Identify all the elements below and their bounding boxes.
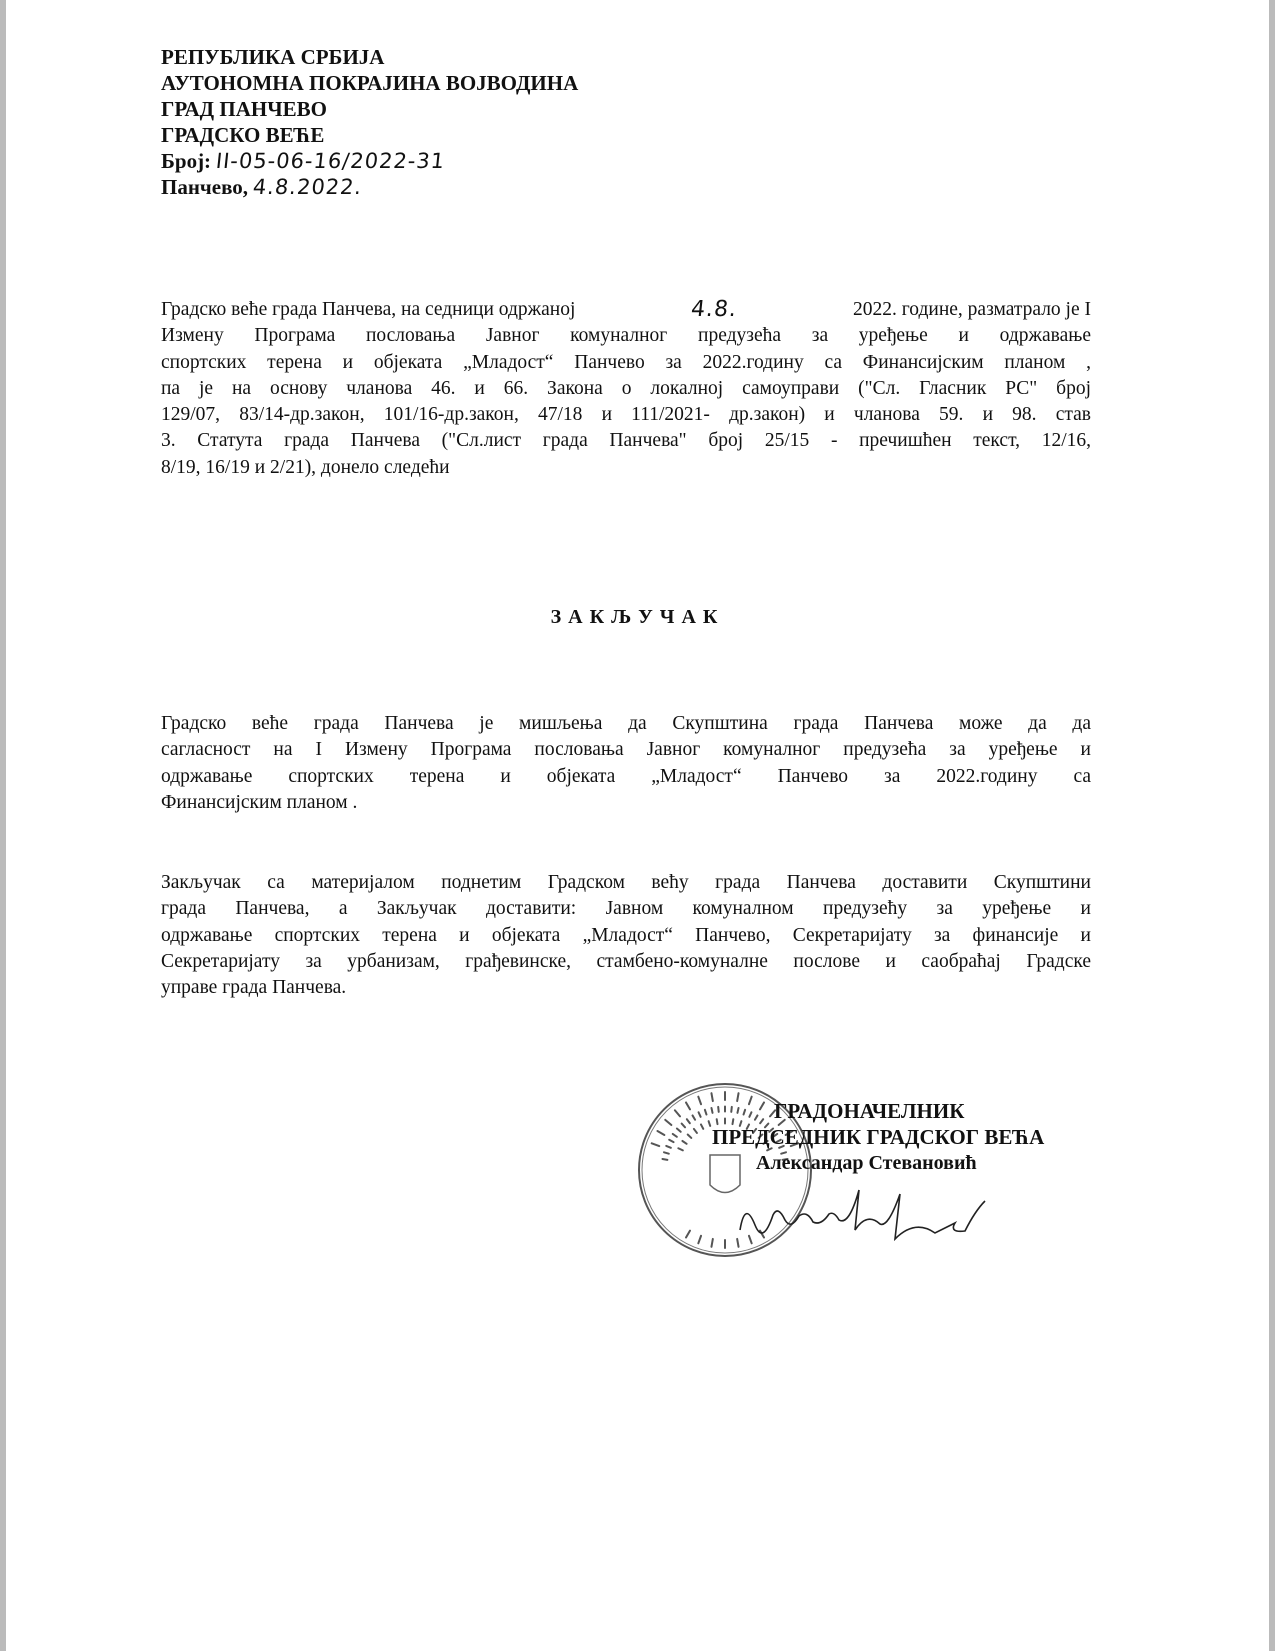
stamp-letter-mark	[698, 1236, 701, 1244]
conclusion-line: одржавање спортских терена и објеката „Младост“ Панчево за 2022.годину са	[161, 765, 1091, 787]
stamp-letter-mark	[673, 1134, 677, 1137]
stamp-letter-mark	[749, 1097, 752, 1105]
header-line: ГРАДСКО ВЕЋЕ	[161, 123, 325, 147]
place-label: Панчево,	[161, 175, 249, 199]
intro-line: па је на основу чланова 46. и 66. Закона о локалној самоуправи ("Сл. Гласник РС" број	[161, 377, 1091, 399]
delivery-line: града Панчева, а Закључак доставити: Јавном комуналном предузећу за уређење и	[161, 898, 1091, 920]
stamp-letter-mark	[686, 1102, 690, 1109]
header-line: ГРАД ПАНЧЕВО	[161, 97, 327, 121]
intro-text: 2022. године, разматрало је I	[853, 299, 1091, 320]
stamp-letter-mark	[709, 1121, 711, 1126]
stamp-letter-mark	[705, 1110, 707, 1115]
stamp-letter-mark	[737, 1093, 738, 1101]
scan-edge-left	[0, 0, 6, 1651]
stamp-letter-mark	[760, 1119, 763, 1123]
conclusion-paragraph	[161, 711, 1091, 816]
stamp-letter-mark	[686, 1231, 690, 1238]
stamp-letter-mark	[698, 1097, 701, 1105]
number-handwritten: II-05-06-16/2022-31	[215, 149, 447, 173]
stamp-letter-mark	[711, 1108, 712, 1113]
stamp-letter-mark	[666, 1146, 671, 1148]
stamp-letter-mark	[749, 1112, 751, 1117]
stamp-letter-mark	[675, 1110, 680, 1116]
header-line: АУТОНОМНА ПОКРАЈИНА ВОЈВОДИНА	[161, 71, 579, 95]
stamp-letter-mark	[688, 1135, 692, 1138]
stamp-letter-mark	[678, 1148, 683, 1150]
date-handwritten: 4.8.2022.	[252, 175, 364, 199]
stamp-letter-mark	[682, 1124, 685, 1128]
delivery-line: Секретаријату за урбанизам, грађевинске, стамбено-комуналне послове и саобраћај Градске	[161, 950, 1091, 972]
document-place-date	[161, 174, 578, 200]
document-header	[161, 44, 578, 200]
delivery-paragraph	[161, 870, 1091, 1001]
number-label: Број:	[161, 149, 212, 173]
signatory-name: Александар Стевановић	[756, 1152, 977, 1174]
stamp-letter-mark	[711, 1239, 712, 1247]
stamp-letter-mark	[731, 1107, 732, 1112]
stamp-letter-mark	[718, 1107, 719, 1112]
stamp-letter-mark	[755, 1115, 758, 1119]
stamp-letter-mark	[669, 1140, 673, 1142]
delivery-line: Закључак са материјалом поднетим Градском већу града Панчева доставити Скупштини	[161, 872, 1091, 893]
stamp-letter-mark	[682, 1141, 686, 1144]
stamp-letter-mark	[760, 1102, 764, 1109]
stamp-letter-mark	[693, 1115, 696, 1119]
stamp-letter-mark	[664, 1152, 669, 1153]
intro-line: спортских терена и објеката „Младост“ Панчево за 2022.годину са Финансијским планом ,	[161, 351, 1091, 373]
stamp-letter-mark	[744, 1110, 746, 1115]
conclusion-line: сагласност на I Измену Програма пословања Јавног комуналног предузећа за уређење и	[161, 739, 1091, 761]
intro-line: 129/07, 83/14-др.закон, 101/16-др.закон, 47/18 и 111/2021- др.закон) и чланова 59. и 98. став	[161, 404, 1091, 426]
intro-paragraph	[161, 297, 1091, 481]
intro-line: 8/19, 16/19 и 2/21), донело следећи	[161, 456, 450, 478]
delivery-line: одржавање спортских терена и објеката „Младост“ Панчево, Секретаријату за финансије и	[161, 924, 1091, 946]
intro-text: Градско веће града Панчева, на седници одржаној	[161, 299, 576, 320]
signature-title-mayor: ГРАДОНАЧЕЛНИК	[774, 1099, 965, 1123]
stamp-letter-mark	[701, 1124, 703, 1128]
stamp-letter-mark	[737, 1108, 738, 1113]
stamp-letter-mark	[652, 1143, 660, 1146]
stamp-letter-mark	[687, 1119, 690, 1123]
stamp-letter-mark	[711, 1093, 712, 1101]
header-line: РЕПУБЛИКА СРБИЈА	[161, 45, 385, 69]
delivery-line: управе града Панчева.	[161, 977, 347, 999]
document-number	[161, 148, 578, 174]
scan-edge-right	[1269, 0, 1275, 1651]
stamp-letter-mark	[657, 1131, 664, 1135]
meeting-date-handwritten: 4.8.	[689, 297, 739, 322]
stamp-letter-mark	[662, 1159, 667, 1160]
intro-line: Измену Програма пословања Јавног комуналног предузећа за уређење и одржавање	[161, 325, 1091, 347]
conclusion-line: Финансијским планом .	[161, 791, 358, 813]
stamp-letter-mark	[699, 1112, 701, 1117]
signature-title-president: ПРЕДСЕДНИК ГРАДСКОГ ВЕЋА	[712, 1125, 1045, 1149]
handwritten-signature	[730, 1180, 1030, 1260]
conclusion-line: Градско веће града Панчева је мишљења да Скупштина града Панчева може да да	[161, 713, 1091, 734]
stamp-letter-mark	[677, 1129, 681, 1132]
intro-line	[161, 297, 1091, 323]
stamp-letter-mark	[665, 1120, 671, 1125]
stamp-letter-mark	[694, 1129, 697, 1133]
document-title: ЗАКЉУЧАК	[550, 606, 725, 628]
intro-line: 3. Статута града Панчева ("Сл.лист града Панчева" број 25/15 - пречишћен текст, 12/16,	[161, 430, 1091, 452]
